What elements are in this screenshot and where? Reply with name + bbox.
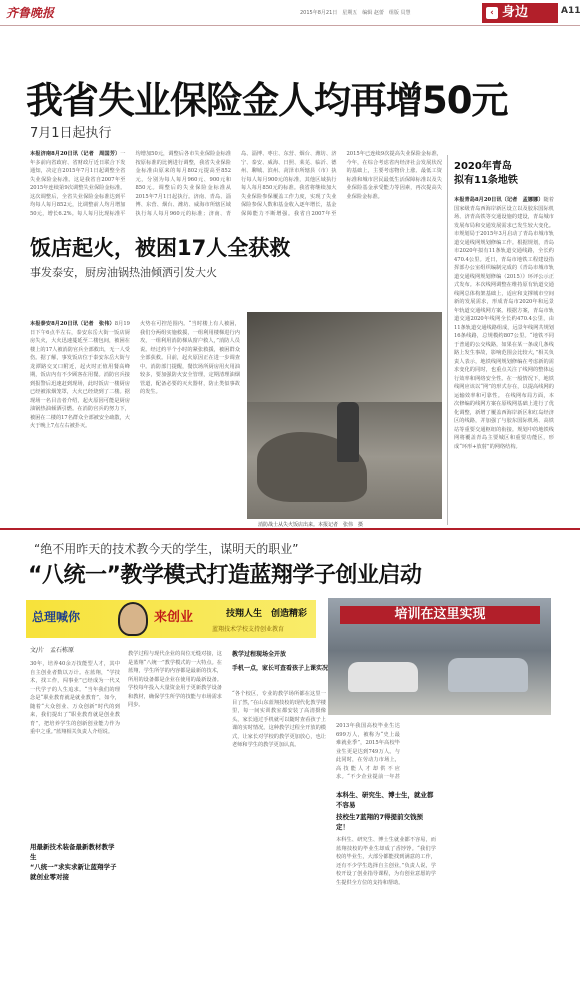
firefighter-figure (337, 402, 359, 462)
story3-subhead5: 本科生、研究生、博士生，就业都不容易 (336, 791, 434, 809)
sidebar-headline (454, 160, 518, 188)
story3-kicker: “绝不用昨天的技术教今天的学生，谋明天的职业” (34, 542, 299, 556)
story1-text: 一年多前向省政府、省财政厅近日联合下发通知，决定自2015年7月1日起调整全省失业保险金标准。这是我省自2007年至2015年连续第9次调整失业保险金标准。这次调整后，全省失业保险金标准达到平均每人每月852元，比调整前人均月增加50元，增长6.2%。每人每月比现标准平均增加50元，调整后各市失业保险金标准按原标准的比例进行调整，我省失业保险金标准由原来的每月802元提高至852元，分别为每人每月960元、900元和850元。调整后的失业保险金标准从2015年7月1日起执行。济南、青岛、淄博、东营、烟台、潍坊、威海市所辖区域执行每人每月960元的标准；济南、青岛、淄博、枣庄、东营、烟台、潍坊、济宁、泰安、威海、日照、莱芜、临沂、德州、聊城、滨州、菏泽市所辖县（市）执行每人每月900元的标准，其他区域执行每人每月850元的标准。我省将继续加大失业保险参保覆盖工作力度，实现了失业保险参保人数和基金收入逐年增长，基金保障能力不断增强。我省自2007年至2015年已连续9次提高失业保险金标准，今年，在综合考虑省内经济社会发展状况的基础上，主要考虑物价上涨、最低工资标准和城市居民最低生活保障标准以及失业保险基金承受能力等因素，再次提高失业保险金标准。 (30, 151, 442, 217)
story2-text: 8月19日下午6点半左右，泰安东岳大街一饭店厨房失火，大火迅速蔓延至二楼包间，被困在楼上的17人被消防官兵全部救出，无一人受伤。据了解，事发饭店位于泰安东岳大街与龙潭路交叉口附近，起火时正值用餐高峰期，饭店内有不少顾客在用餐。消防官兵接到报警后迅速赶到现场，此时饭店一楼厨房已经被浓烟笼罩，大火已经烧到了二楼。据现场一名目击者介绍，起火原因可能是厨房油锅热油倾洒引燃。在消防官兵的努力下，被困在二楼的17名群众全部被安全疏散，大火于晚上7点左右被扑灭。 (30, 321, 130, 429)
banner-right-text: 技翔人生 创造精彩 (226, 609, 308, 619)
story3-body1-cont (30, 885, 120, 975)
photo-sign: 培训在这里实现 (340, 606, 540, 624)
story3-body4: 2013年我国高校毕业生达699万人，被称为“史上最难就业季”，2015年高校毕业生更是达到749万人。与此同时，在劳动力市场上，高技能人才却供不应求。“不少企业提前一年甚 (336, 723, 400, 780)
story3-subhead3: 教学过程现场全开放 (232, 651, 287, 658)
story3-author: 文/片 孟石栋原 (30, 647, 75, 654)
story3-body1: 30年，培养40余万技能型人才，其中自主创业者数以万计。在蓝翔，“学技术，找工作，闯事业”已经成为一代又一代学子的人生追求。“当年我们的理念是“职业教育就是就业教育”，如今，随着“大众创业、万众创新”时代的到来，我们提出了“职业教育就是创业教育”，把培养学生的创新创业能力作为重中之重。”蓝翔相关负责人介绍说。 (30, 661, 120, 735)
banner-mid-text: 来创业 (154, 610, 194, 625)
story3-subhead2: “八统一”求实求新让蓝翔学子就创业零对接 (30, 863, 117, 881)
story2-body (30, 320, 130, 520)
story3-subhead6: 技校生7蓝翔的7得提前交钱预定！ (336, 813, 424, 831)
story3-body5: 本科生、研究生、博士生就业都不容易，而蓝翔技校的毕业生却成了香饽饽。“我们学校的毕业生，大部分都能找到满意的工作，还有不少学生选择自主创业，”负责人说，学校开设了创业指导课程，为有创业意愿的学生提供全方位的支持和帮助。 (336, 837, 436, 886)
chevron-left-icon: ‹ (486, 7, 498, 19)
banner-tag: 蓝翔技术学校支持创业教育 (212, 626, 285, 633)
story2-headline: 饭店起火，被困17人全获救 (30, 236, 291, 260)
sidebar-headline-line1: 2020年青岛 (454, 161, 512, 172)
story2-byline: 本报泰安8月20日讯（记者 张伟） (30, 321, 115, 327)
story3-subhead4: 手机一点，家长可查看孩子上课实况 (232, 665, 329, 672)
story1-headline: 我省失业保险金人均再增50元 (26, 79, 508, 122)
photo-caption: 消防战士从失火饭店出来。本报记者 张伟 摄 (258, 522, 364, 528)
column-divider (447, 155, 448, 525)
fire-photo (247, 312, 442, 519)
sidebar-text-extra: 在线网布局方面，本次修编的线网方案在原线网基础上进行了优化调整，新增了覆盖西海岸新区和红岛经济区的线路，并加强了与胶东国际机场、高铁站等重要交通枢纽的衔接。规划中的地铁线网将覆盖青岛主要城区和重要功能区，形成“环形+放射”的网络结构。 (454, 392, 554, 450)
page-header (0, 0, 580, 26)
section-tab (482, 3, 558, 23)
story1-byline: 本报济南8月20日讯（记者 周国芳） (30, 151, 121, 157)
avatar (118, 602, 148, 636)
story2-body-col2: 火势在可控范围内。“当时楼上有人被困，我们分两组实施救援，一组利用楼梯进行内攻，一组利用消防梯从窗户救人，”消防人员说。经过约半个小时的紧张救援，被困群众全部获救。目前，起火原因正在进一步调查中。消防部门提醒，餐饮场所厨房用火用油较多，要加强防火安全管理，定期清理油烟管道，配备必要的灭火器材，防止类似事故的发生。 (140, 321, 240, 395)
sidebar-byline: 本报青岛8月20日讯（记者 孟娜娜） (454, 197, 544, 203)
story3-body-col5 (446, 722, 552, 976)
sidebar-text: 随着国家级青岛西海岸新区设立以及胶东国际机场、济青高铁等交通设施的建设，青岛城市发展布局和交通发展需求已发生较大变化。市规划局于2015年3月启动了青岛市城市轨道交通线网规划修编工作。根据规划，青岛市2020年拟有11条轨道交通线路，全长约470.4公里。近日，青岛市地铁工程建设指挥部办公室组织编制完成的《青岛市城市轨道交通线网规划修编（2015）》环评公示正式发布。本次线网调整在维持原有轨道交通线网总体构架基础上，适应和支撑城市空间新的发展需求，形成青岛市2020年和远景年轨道交通线网方案。根据方案，青岛市轨道交通2020年线网全长约470.4公里，由11条轨道交通线路组成，远景年线网共规划16条线路，总规模约807公里。“地铁不同于普通的公交线路，如果在某一条或几条线路上发生事故，影响范围会比较大，”相关负责人表示，地铁线网规划修编在考虑新的需求变化的同时，也重点关注了线网的整体运行效率和网络安全性。在一般情况下，地铁线网应该以“网”的形式存在，以提高线网的运输效率和可靠性。 (454, 197, 554, 399)
page-number: A11 (561, 6, 580, 16)
story3-body3: “各个校区，专业的教学场所都在这里一目了然，”在山东蓝翔技校的现代化教学楼里，每一间实训教室都安装了高清摄像头，家长通过手机就可以随时查看孩子上课的实时情况。这种教学过程全开放的模式，让家长对学校的教学更加放心，也让老师和学生的教学更加认真。 (232, 691, 326, 748)
banner-left-text: 总理喊你 (32, 610, 81, 624)
school-photo (328, 598, 551, 715)
section-divider (0, 528, 580, 530)
story1-subhead: 7月1日起执行 (30, 126, 112, 141)
story1-body (30, 150, 442, 230)
story3-body2: 教学过程与现代企业的岗位无缝对接，这是蓝翔“八统一”教学模式的一大特点。在蓝翔，学生所学的内容都是最新的技术，所用的设备都是企业在使用的最新设备。学校每年投入大量资金用于更新教学设备和教材，确保学生所学的技能与市场需求同步。 (128, 651, 222, 708)
sidebar-body (454, 196, 554, 522)
issue-line: 2015年8月21日 星期五 编辑 赵蕾 组版 员慧 (300, 10, 411, 16)
story2-subhead: 事发泰安，厨房油锅热油倾洒引发大火 (30, 266, 217, 279)
story3-subhead1: 用最新技术装备最新教材教学生 (30, 843, 115, 861)
promo-banner (26, 600, 316, 638)
masthead-logo: 齐鲁晚报 (6, 6, 55, 20)
story3-headline: “八统一”教学模式打造蓝翔学子创业启动 (28, 563, 422, 588)
sidebar-headline-line2: 拟有11条地铁 (454, 175, 518, 186)
section-label: 身边 (502, 5, 529, 20)
